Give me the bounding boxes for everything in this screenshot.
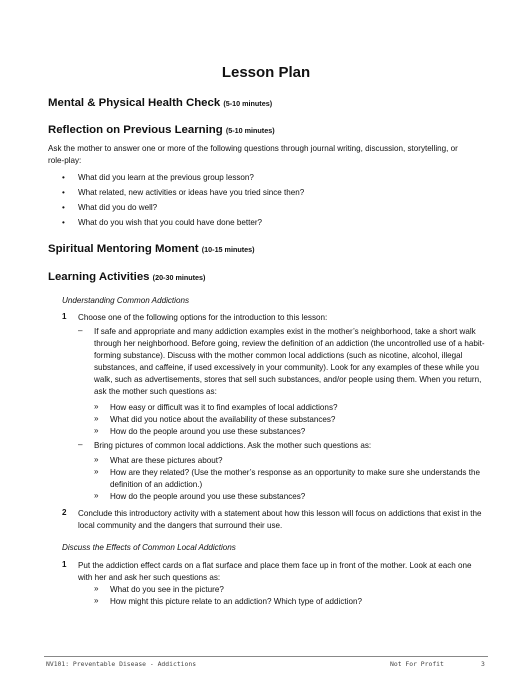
question-item: How easy or difficult was it to find examples of local addictions? (110, 403, 338, 412)
raquo-marker: » (94, 467, 99, 476)
item-number: 1 (62, 312, 67, 321)
item-number: 2 (62, 508, 67, 517)
question-item: How might this picture relate to an addiction? Which type of addiction? (110, 597, 362, 606)
health-check-heading: Mental & Physical Health Check (5-10 minutes) (48, 97, 273, 109)
spiritual-heading: Spiritual Mentoring Moment (10-15 minutes) (48, 243, 255, 255)
list-item: • What do you wish that you could have done better? (62, 218, 263, 227)
subheading-effects: Discuss the Effects of Common Local Addictions (62, 543, 236, 552)
raquo-marker: » (94, 491, 99, 500)
raquo-marker: » (94, 455, 99, 464)
option-walk-text: If safe and appropriate and many addiction examples exist in the mother’s neighborhood, take a short walk through her neighborhood. Before going, review the definition of an addiction (the uncontrolled use of a habit-forming substance). Discuss with the mother common local addictions (such as nicotine, alcohol, illegal substances, and caffeine, if used excessively in your community). Look for any examples of these while you walk, such as advertisements, stores that sell such substances, and/or people using them. When you return, ask the mother such questions as: (94, 327, 485, 396)
item-text: Put the addiction effect cards on a flat surface and place them face up in front of the mother. Look at each one with her and ask her such questions as: (78, 561, 472, 582)
raquo-marker: » (94, 596, 99, 605)
dash-marker: – (78, 326, 83, 335)
question-item: What did you notice about the availability of these substances? (110, 415, 336, 424)
raquo-marker: » (94, 402, 99, 411)
question-item: How do the people around you use these substances? (110, 492, 306, 501)
page-title: Lesson Plan (221, 64, 311, 81)
question-item: How are they related? (Use the mother’s response as an opportunity to make sure she understands the definition of an addiction.) (110, 468, 480, 489)
item-text: Choose one of the following options for the introduction to this lesson: (78, 313, 328, 322)
footer-divider (44, 656, 488, 657)
learning-activities-heading: Learning Activities (20-30 minutes) (48, 271, 206, 283)
footer-course-title: NV101: Preventable Disease - Addictions (46, 660, 197, 668)
question-item: What do you see in the picture? (110, 585, 224, 594)
item-text: Conclude this introductory activity with a statement about how this lesson will focus on addictions that exist in the local community and the dangers that surround their use. (78, 509, 482, 530)
raquo-marker: » (94, 414, 99, 423)
option-pictures-text: Bring pictures of common local addictions. Ask the mother such questions as: (94, 441, 372, 450)
raquo-marker: » (94, 426, 99, 435)
question-item: What are these pictures about? (110, 456, 223, 465)
subheading-understanding: Understanding Common Addictions (62, 296, 190, 305)
list-item: • What related, new activities or ideas have you tried since then? (62, 188, 305, 197)
list-item: • What did you do well? (62, 203, 158, 212)
reflection-intro: Ask the mother to answer one or more of the following questions through journal writing, discussion, storytelling, or role-play: (48, 144, 458, 166)
footer-page-number: 3 (481, 660, 485, 668)
raquo-marker: » (94, 584, 99, 593)
footer-not-for-profit: Not For Profit (390, 660, 444, 668)
reflection-heading: Reflection on Previous Learning (5-10 minutes) (48, 124, 275, 136)
item-number: 1 (62, 560, 67, 569)
question-item: How do the people around you use these substances? (110, 427, 306, 436)
list-item: • What did you learn at the previous group lesson? (62, 173, 254, 182)
dash-marker: – (78, 440, 83, 449)
